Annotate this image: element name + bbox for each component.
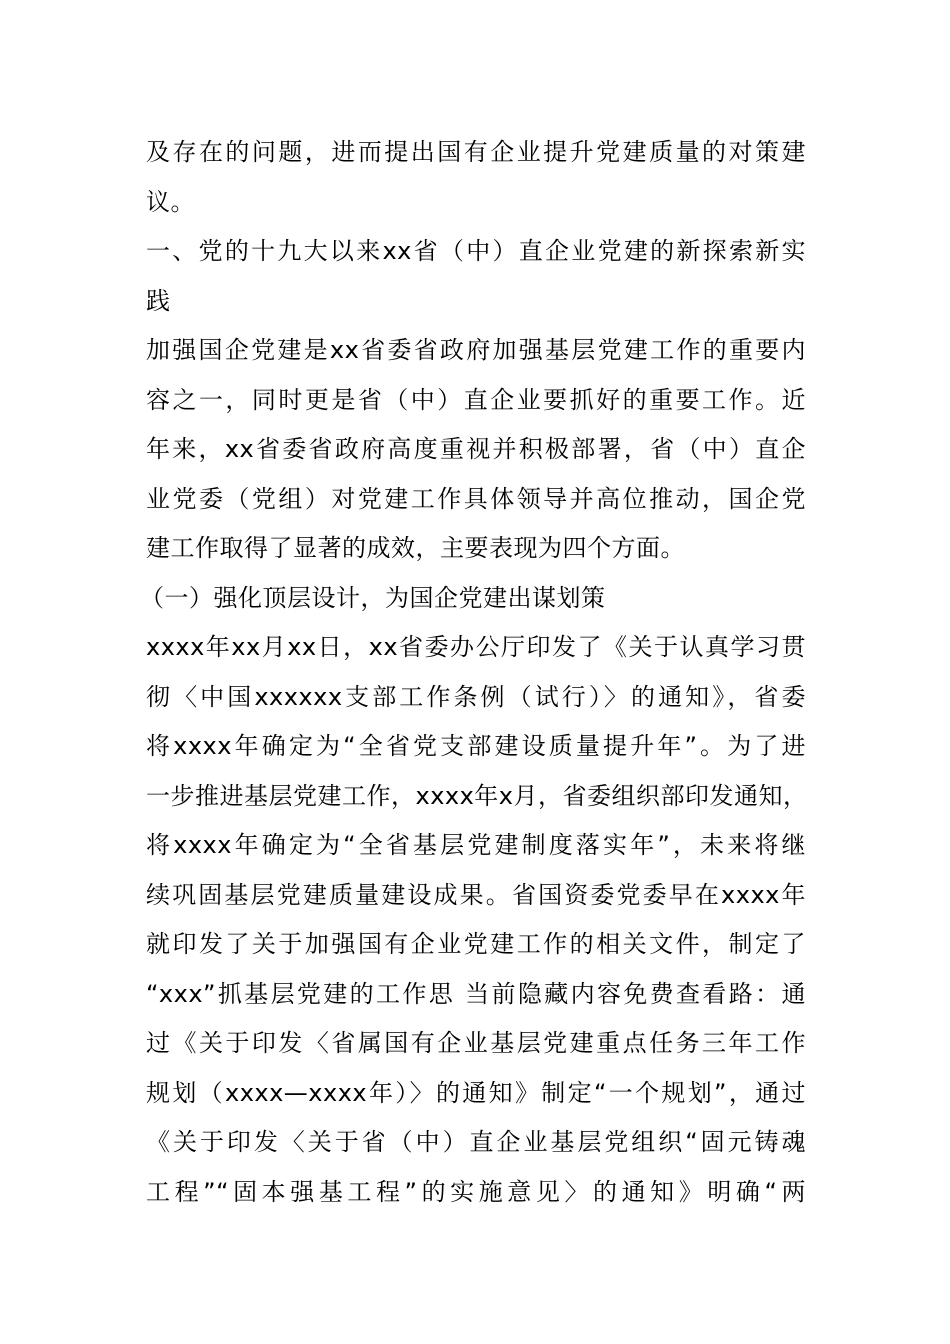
paragraph-line: 业党委（党组）对党建工作具体领导并高位推动，国企党	[146, 485, 806, 513]
paragraph-line: 年来，xx省委省政府高度重视并积极部署，省（中）直企	[146, 435, 806, 463]
section-heading-line: 践	[146, 287, 171, 315]
paragraph-line: 规划（xxxx—xxxx年）〉的通知》制定“一个规划”，通过	[146, 1079, 806, 1107]
paragraph-line: “xxx”抓基层党建的工作思 当前隐藏内容免费查看路：通	[146, 980, 806, 1008]
paragraph-line: 就印发了关于加强国有企业党建工作的相关文件，制定了	[146, 930, 806, 958]
paragraph-line: 一步推进基层党建工作，xxxx年x月，省委组织部印发通知，	[146, 782, 808, 810]
section-heading-line: 一、党的十九大以来xx省（中）直企业党建的新探索新实	[146, 237, 806, 265]
paragraph-line: 建工作取得了显著的成效，主要表现为四个方面。	[146, 534, 685, 562]
paragraph-line: 及存在的问题，进而提出国有企业提升党建质量的对策建	[146, 138, 806, 166]
paragraph-line: 续巩固基层党建质量建设成果。省国资委党委早在xxxx年	[146, 881, 806, 909]
paragraph-line: 《关于印发〈关于省（中）直企业基层党组织“固元铸魂	[146, 1128, 806, 1156]
paragraph-line: 将xxxx年确定为“全省党支部建设质量提升年”。为了进	[146, 732, 806, 760]
paragraph-line: xxxx年xx月xx日，xx省委办公厅印发了《关于认真学习贯	[146, 633, 806, 661]
paragraph-line: 加强国企党建是xx省委省政府加强基层党建工作的重要内	[146, 336, 806, 364]
paragraph-line: 议。	[146, 188, 195, 216]
paragraph-line: 彻〈中国xxxxxx支部工作条例（试行）〉的通知》，省委	[146, 683, 806, 711]
paragraph-line: 过《关于印发〈省属国有企业基层党建重点任务三年工作	[146, 1029, 806, 1057]
subsection-heading-line: （一）强化顶层设计，为国企党建出谋划策	[140, 584, 606, 612]
paragraph-line: 工程”“固本强基工程”的实施意见〉的通知》明确“两	[146, 1178, 806, 1206]
paragraph-line: 将xxxx年确定为“全省基层党建制度落实年”，未来将继	[146, 831, 806, 859]
paragraph-line: 容之一，同时更是省（中）直企业要抓好的重要工作。近	[146, 386, 806, 414]
